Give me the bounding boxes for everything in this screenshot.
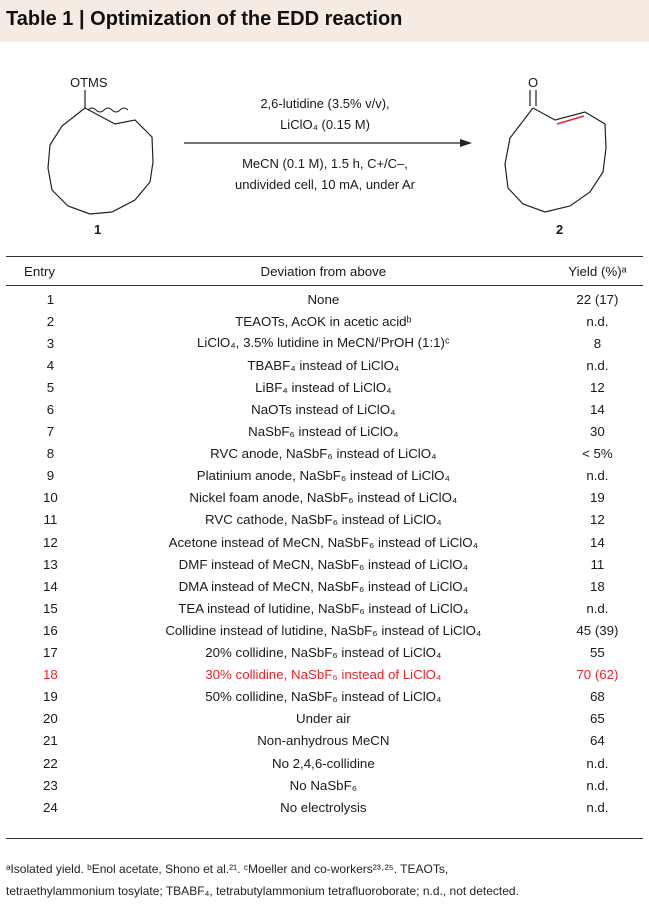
cell-deviation: LiClO₄, 3.5% lutidine in MeCN/ⁱPrOH (1:1)ᶜ (197, 335, 450, 351)
header-deviation: Deviation from above (95, 257, 552, 286)
cell-deviation: Non-anhydrous MeCN (257, 733, 390, 749)
cell-deviation: 20% collidine, NaSbF₆ instead of LiClO₄ (205, 645, 442, 661)
cell-deviation: None (307, 291, 340, 307)
cell-yield: 14 (590, 534, 605, 550)
cell-entry: 11 (43, 512, 58, 528)
cell-yield: n.d. (586, 755, 609, 771)
product-number: 2 (556, 222, 564, 237)
header-entry: Entry (6, 257, 95, 286)
cell-yield: n.d. (586, 799, 609, 815)
cell-yield: 30 (590, 424, 605, 440)
cell-deviation: No 2,4,6-collidine (271, 755, 375, 771)
table-row (6, 597, 643, 619)
table-row (6, 708, 643, 730)
cell-entry: 15 (43, 600, 58, 616)
table-row (6, 376, 643, 398)
table-row (6, 509, 643, 531)
reaction-arrow (184, 139, 472, 147)
conditions-line-2: LiClO₄ (0.15 M) (280, 117, 370, 132)
cell-entry: 1 (46, 291, 55, 307)
cell-entry: 12 (43, 534, 58, 550)
cell-yield: 11 (590, 556, 605, 572)
cell-entry: 9 (46, 468, 55, 484)
cell-deviation: DMF instead of MeCN, NaSbF₆ instead of LiClO₄ (178, 556, 469, 572)
cell-yield: 64 (590, 733, 605, 749)
cell-entry: 23 (43, 777, 58, 793)
table-row (6, 465, 643, 487)
cell-deviation: 50% collidine, NaSbF₆ instead of LiClO₄ (205, 689, 442, 705)
cell-yield: 12 (590, 512, 605, 528)
cell-yield: 12 (590, 379, 605, 395)
table-bottom-rule (6, 838, 643, 839)
cell-deviation: Platinium anode, NaSbF₆ instead of LiClO₄ (196, 468, 450, 484)
table-row (6, 421, 643, 443)
cell-entry: 17 (43, 645, 58, 661)
table-row (6, 686, 643, 708)
cell-yield: 65 (590, 711, 605, 727)
cell-entry: 24 (43, 799, 58, 815)
table-row (6, 531, 643, 553)
cell-yield: 18 (590, 578, 605, 594)
cell-entry: 18 (43, 667, 58, 683)
product-structure (505, 90, 606, 212)
cell-entry: 5 (46, 379, 55, 395)
table-body (6, 286, 643, 819)
table-row (6, 664, 643, 686)
cell-yield: 22 (17) (576, 291, 619, 307)
cell-yield: 8 (593, 335, 602, 351)
table-row (6, 730, 643, 752)
optimization-table (6, 256, 643, 818)
table-row (6, 642, 643, 664)
title-bar (0, 0, 649, 42)
cell-entry: 21 (43, 733, 58, 749)
table-row (6, 398, 643, 420)
cell-yield: 19 (590, 490, 605, 506)
cell-yield: n.d. (586, 357, 609, 373)
table-title: Table 1 | Optimization of the EDD reaction (6, 8, 403, 30)
cell-deviation: RVC cathode, NaSbF₆ instead of LiClO₄ (204, 512, 442, 528)
cell-yield: n.d. (586, 600, 609, 616)
cell-yield: 14 (590, 402, 605, 418)
conditions-line-3: MeCN (0.1 M), 1.5 h, C+/C–, (242, 156, 408, 171)
cell-deviation: TBABF₄ instead of LiClO₄ (247, 357, 400, 373)
cell-deviation: Nickel foam anode, NaSbF₆ instead of LiClO₄ (189, 490, 458, 506)
cell-deviation: No electrolysis (280, 799, 367, 815)
cell-entry: 16 (43, 622, 58, 638)
cell-entry: 13 (43, 556, 58, 572)
cell-entry: 14 (43, 578, 58, 594)
cell-yield: 55 (590, 645, 605, 661)
cell-entry: 10 (43, 490, 58, 506)
cell-deviation: LiBF₄ instead of LiClO₄ (255, 379, 392, 395)
cell-entry: 19 (43, 689, 58, 705)
conditions-line-1: 2,6-lutidine (3.5% v/v), (260, 96, 390, 111)
footnote (6, 858, 643, 902)
table-row (6, 354, 643, 376)
cell-yield: n.d. (586, 468, 609, 484)
reactant-number: 1 (94, 222, 102, 237)
cell-deviation: TEA instead of lutidine, NaSbF₆ instead of LiClO₄ (178, 600, 469, 616)
conditions-line-4: undivided cell, 10 mA, under Ar (235, 177, 415, 192)
cell-deviation: RVC anode, NaSbF₆ instead of LiClO₄ (210, 446, 437, 462)
cell-entry: 6 (46, 402, 55, 418)
cell-deviation: No NaSbF₆ (289, 777, 358, 793)
cell-yield: 70 (62) (576, 667, 619, 683)
table-row (6, 310, 643, 332)
reaction-scheme (0, 42, 649, 248)
cell-yield: n.d. (586, 777, 609, 793)
cell-deviation: NaSbF₆ instead of LiClO₄ (248, 424, 399, 440)
cell-deviation: TEAOTs, AcOK in acetic acidᵇ (235, 313, 412, 329)
reactant-group-label: OTMS (70, 75, 108, 90)
cell-entry: 20 (43, 711, 58, 727)
cell-deviation: Under air (296, 711, 351, 727)
footnote-line-2: tetraethylammonium tosylate; TBABF₄, tetrabutylammonium tetrafluoroborate; n.d., not detected. (6, 884, 519, 898)
cell-deviation: DMA instead of MeCN, NaSbF₆ instead of LiClO₄ (178, 578, 469, 594)
cell-entry: 2 (46, 313, 55, 329)
table-header-row (6, 257, 643, 286)
reactant-structure (48, 90, 153, 214)
cell-deviation: Acetone instead of MeCN, NaSbF₆ instead of LiClO₄ (168, 534, 479, 550)
header-yield: Yield (%)ᵃ (552, 257, 643, 286)
table-row (6, 553, 643, 575)
cell-yield: < 5% (582, 446, 613, 462)
table-row (6, 286, 643, 311)
table-row (6, 774, 643, 796)
cell-entry: 3 (46, 335, 55, 351)
cell-entry: 8 (46, 446, 55, 462)
cell-deviation: NaOTs instead of LiClO₄ (251, 402, 396, 418)
table-row (6, 752, 643, 774)
cell-yield: 45 (39) (576, 622, 619, 638)
table-row (6, 619, 643, 641)
reaction-scheme-drawing (0, 42, 649, 248)
table-row (6, 332, 643, 354)
footnote-line-1: ᵃIsolated yield. ᵇEnol acetate, Shono et al.²¹. ᶜMoeller and co-workers²³·²⁵. TEAOTs, (6, 862, 449, 876)
table-row (6, 487, 643, 509)
table-row (6, 443, 643, 465)
table-row (6, 796, 643, 818)
cell-entry: 22 (43, 755, 58, 771)
table-row (6, 575, 643, 597)
cell-deviation: 30% collidine, NaSbF₆ instead of LiClO₄ (205, 667, 442, 683)
cell-entry: 4 (46, 357, 55, 373)
cell-deviation: Collidine instead of lutidine, NaSbF₆ instead of LiClO₄ (165, 622, 482, 638)
cell-yield: 68 (590, 689, 605, 705)
cell-entry: 7 (46, 424, 55, 440)
product-group-label: O (528, 75, 539, 90)
cell-yield: n.d. (586, 313, 609, 329)
